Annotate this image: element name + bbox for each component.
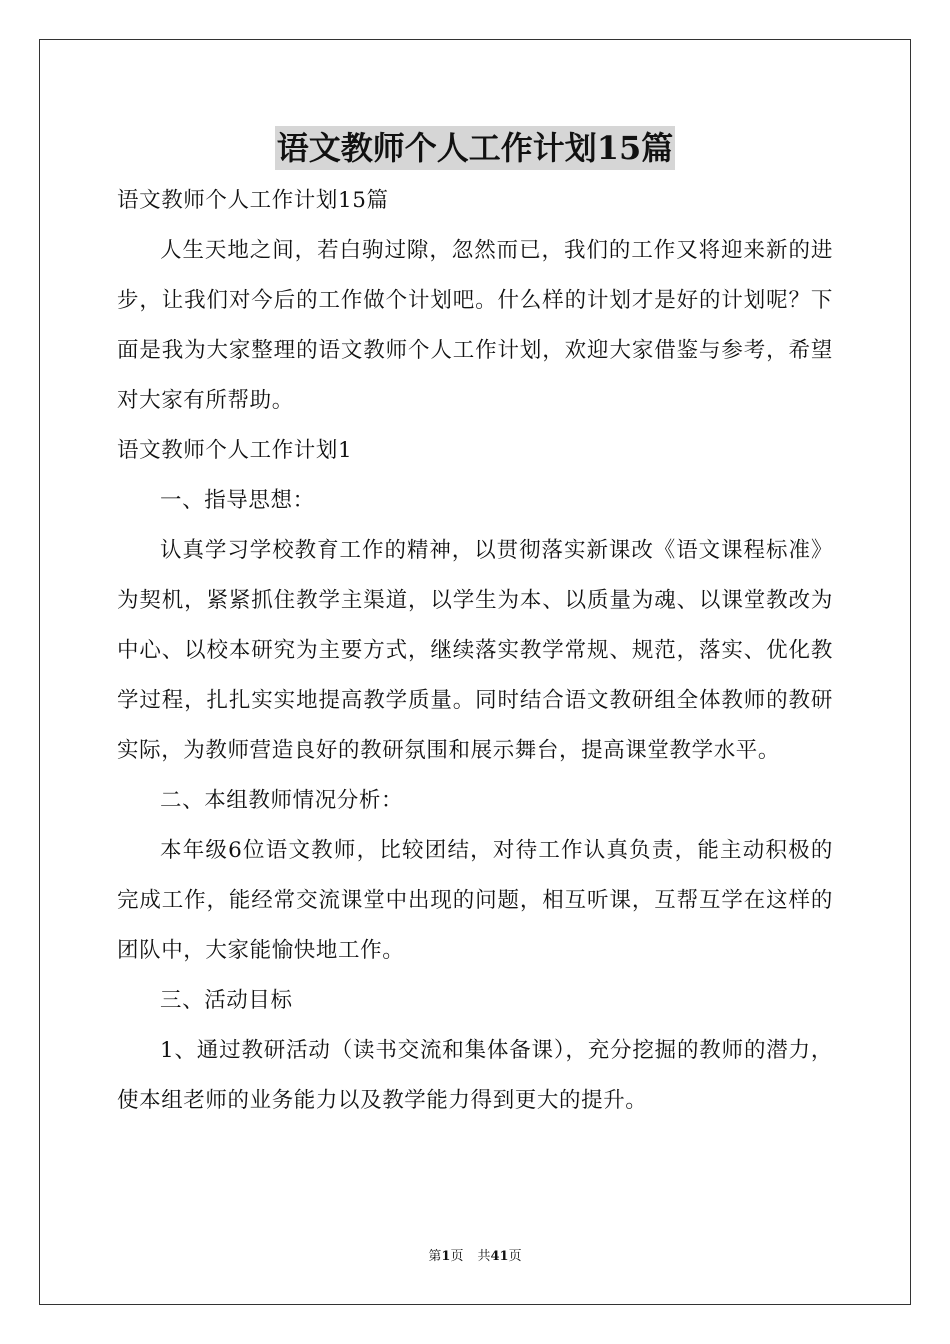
intro-paragraph: 人生天地之间，若白驹过隙，忽然而已，我们的工作又将迎来新的进步，让我们对今后的工作做个计划吧。什么样的计划才是好的计划呢？下面是我为大家整理的语文教师个人工作计划，欢迎大家借鉴与参考，希望对大家有所帮助。 xyxy=(117,238,833,413)
title-container xyxy=(0,126,950,170)
document-body xyxy=(117,176,833,1126)
total-pages: 41 xyxy=(490,1249,509,1264)
paragraph-guiding-ideology: 认真学习学校教育工作的精神，以贯彻落实新课改《语文课程标准》为契机，紧紧抓住教学主渠道，以学生为本、以质量为魂、以课堂教改为中心、以校本研究为主要方式，继续落实教学常规、规范，落实、优化教学过程，扎扎实实地提高教学质量。同时结合语文教研组全体教师的教研实际，为教师营造良好的教研氛围和展示舞台，提高课堂教学水平。 xyxy=(117,538,833,763)
document-title: 语文教师个人工作计划15篇 xyxy=(275,126,676,170)
section-heading: 语文教师个人工作计划1 xyxy=(117,438,353,463)
total-prefix: 共 xyxy=(477,1249,491,1264)
paragraph-teacher-analysis: 本年级6位语文教师，比较团结，对待工作认真负责，能主动积极的完成工作，能经常交流课堂中出现的问题，相互听课，互帮互学在这样的团队中，大家能愉快地工作。 xyxy=(117,838,833,963)
total-suffix: 页 xyxy=(508,1249,522,1264)
heading-activity-goals: 三、活动目标 xyxy=(160,988,293,1013)
heading-guiding-ideology: 一、指导思想： xyxy=(160,488,315,513)
subtitle-line: 语文教师个人工作计划15篇 xyxy=(117,188,389,213)
paragraph-activity-goal-1: 1、通过教研活动（读书交流和集体备课），充分挖掘的教师的潜力，使本组老师的业务能力以及教学能力得到更大的提升。 xyxy=(117,1038,833,1113)
page-suffix: 页 xyxy=(450,1249,464,1264)
page-footer xyxy=(0,1247,950,1267)
page-prefix: 第 xyxy=(428,1249,442,1264)
heading-teacher-analysis: 二、本组教师情况分析： xyxy=(160,788,404,813)
page-number: 1 xyxy=(441,1249,451,1264)
